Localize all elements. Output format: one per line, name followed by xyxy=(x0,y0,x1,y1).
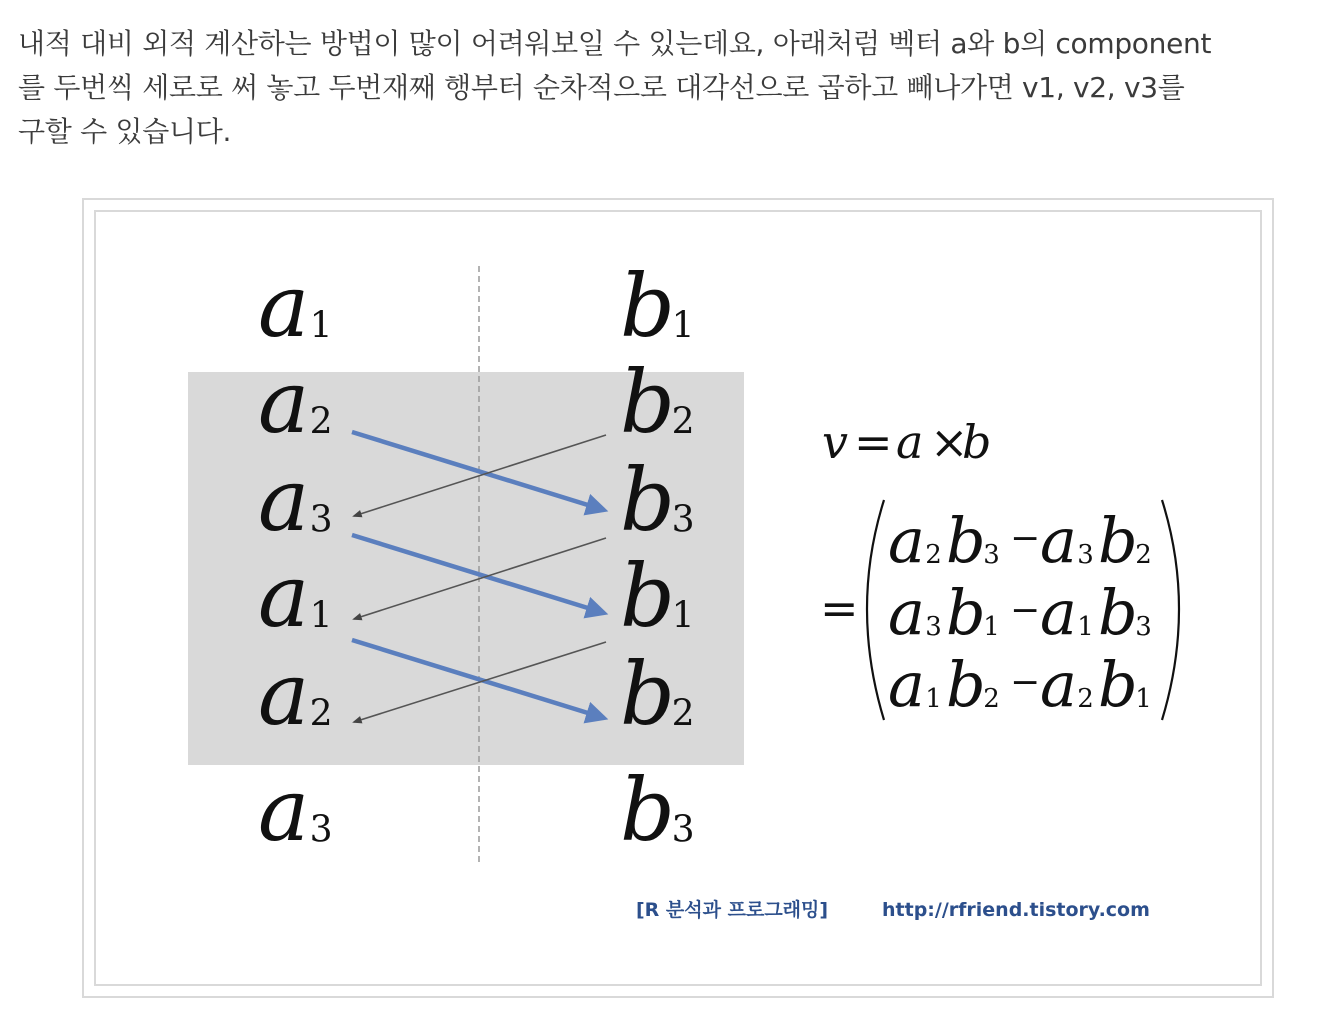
formula-term-1-4-subscript: 3 xyxy=(1077,540,1094,571)
formula-term-3-2-letter: b xyxy=(946,648,986,721)
cross-product-formula xyxy=(820,415,1179,721)
formula-row-1 xyxy=(888,504,1152,577)
b-term-5-subscript: 2 xyxy=(671,691,695,735)
formula-term-1-1-letter: a xyxy=(888,504,925,577)
formula-term-2-5-letter: b xyxy=(1098,576,1138,649)
credit-url[interactable]: http://rfriend.tistory.com xyxy=(882,899,1150,921)
formula-term-3-5-letter: b xyxy=(1098,648,1138,721)
a-term-1 xyxy=(258,257,333,357)
formula-times: × xyxy=(930,415,969,469)
a-term-5-subscript: 2 xyxy=(309,691,333,735)
formula-term-1-4 xyxy=(1040,504,1094,577)
formula-a: a xyxy=(896,415,924,469)
a-term-4-letter: a xyxy=(258,547,310,647)
formula-term-2-5-subscript: 3 xyxy=(1135,612,1152,643)
formula-term-3-2-subscript: 2 xyxy=(983,684,1000,715)
formula-term-3-5-subscript: 1 xyxy=(1135,684,1152,715)
minus-sign: − xyxy=(1010,518,1041,559)
formula-v: v xyxy=(822,415,848,469)
minus-sign: − xyxy=(1010,662,1041,703)
intro-line-3: 구할 수 있습니다. xyxy=(18,115,232,148)
formula-equals: = xyxy=(854,415,893,469)
a-term-1-letter: a xyxy=(258,257,310,357)
formula-term-3-5 xyxy=(1098,648,1152,721)
formula-term-3-4 xyxy=(1040,648,1094,721)
formula-term-3-4-subscript: 2 xyxy=(1077,684,1094,715)
formula-term-3-2 xyxy=(946,648,1000,721)
formula-term-1-5 xyxy=(1098,504,1152,577)
formula-term-2-5 xyxy=(1098,576,1152,649)
formula-row-2 xyxy=(888,576,1152,649)
formula-term-2-2 xyxy=(946,576,1000,649)
b-term-2-letter: b xyxy=(620,353,676,453)
a-term-2-letter: a xyxy=(258,353,310,453)
b-term-6-subscript: 3 xyxy=(671,807,695,851)
cross-product-diagram xyxy=(84,200,1272,996)
a-term-1-subscript: 1 xyxy=(309,303,333,347)
b-term-4-subscript: 1 xyxy=(671,593,695,637)
formula-term-2-2-subscript: 1 xyxy=(983,612,1000,643)
formula-equals-2: = xyxy=(820,581,859,635)
formula-term-1-1 xyxy=(888,504,942,577)
formula-row-3 xyxy=(888,648,1152,721)
a-term-6-letter: a xyxy=(258,761,310,861)
b-term-4-letter: b xyxy=(620,547,676,647)
intro-line-1: 내적 대비 외적 계산하는 방법이 많이 어려워보일 수 있는데요, 아래처럼 벡터 a와 b의 component xyxy=(18,27,1212,60)
a-term-3-subscript: 3 xyxy=(309,497,333,541)
b-term-6 xyxy=(620,761,695,861)
formula-term-1-1-subscript: 2 xyxy=(925,540,942,571)
intro-line-2: 를 두번씩 세로로 써 놓고 두번재째 행부터 순차적으로 대각선으로 곱하고 빼나가면 v1, v2, v3를 xyxy=(18,71,1185,104)
formula-definition xyxy=(822,415,991,469)
formula-term-2-4-subscript: 1 xyxy=(1077,612,1094,643)
formula-term-1-2-subscript: 3 xyxy=(983,540,1000,571)
formula-term-2-1-subscript: 3 xyxy=(925,612,942,643)
formula-term-3-1-subscript: 1 xyxy=(925,684,942,715)
credit-label: [R 분석과 프로그래밍] xyxy=(636,899,829,921)
b-term-2 xyxy=(620,353,695,453)
b-term-1-subscript: 1 xyxy=(671,303,695,347)
formula-b: b xyxy=(962,415,992,469)
formula-term-1-4-letter: a xyxy=(1040,504,1077,577)
b-term-6-letter: b xyxy=(620,761,676,861)
formula-term-2-1-letter: a xyxy=(888,576,925,649)
minus-sign: − xyxy=(1010,590,1041,631)
b-term-2-subscript: 2 xyxy=(671,399,695,443)
formula-term-3-1-letter: a xyxy=(888,648,925,721)
formula-term-2-2-letter: b xyxy=(946,576,986,649)
cross-product-figure xyxy=(82,198,1274,998)
a-term-2 xyxy=(258,353,333,453)
a-term-5-letter: a xyxy=(258,645,310,745)
b-term-5-letter: b xyxy=(620,645,676,745)
a-term-6 xyxy=(258,761,333,861)
b-term-3-subscript: 3 xyxy=(671,497,695,541)
formula-term-2-4 xyxy=(1040,576,1094,649)
formula-term-1-5-letter: b xyxy=(1098,504,1138,577)
right-parenthesis xyxy=(1162,500,1179,720)
a-term-6-subscript: 3 xyxy=(309,807,333,851)
left-parenthesis xyxy=(867,500,884,720)
formula-term-1-2-letter: b xyxy=(946,504,986,577)
a-term-2-subscript: 2 xyxy=(309,399,333,443)
formula-term-2-4-letter: a xyxy=(1040,576,1077,649)
a-term-3-letter: a xyxy=(258,451,310,551)
formula-term-3-1 xyxy=(888,648,942,721)
formula-term-3-4-letter: a xyxy=(1040,648,1077,721)
formula-term-2-1 xyxy=(888,576,942,649)
formula-term-1-5-subscript: 2 xyxy=(1135,540,1152,571)
b-term-3-letter: b xyxy=(620,451,676,551)
b-term-1 xyxy=(620,257,695,357)
intro-paragraph xyxy=(18,22,1334,154)
b-term-1-letter: b xyxy=(620,257,676,357)
a-term-4-subscript: 1 xyxy=(309,593,333,637)
formula-term-1-2 xyxy=(946,504,1000,577)
